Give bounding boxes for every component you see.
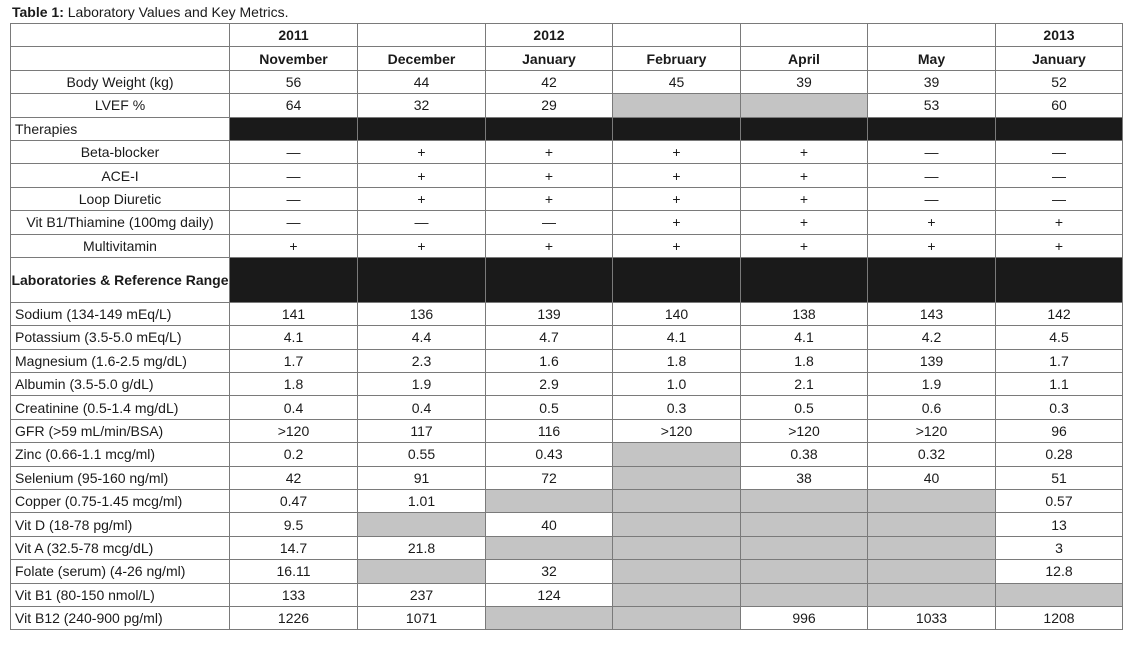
year-header-cell: 2012	[486, 24, 613, 47]
year-header-cell: 2013	[996, 24, 1123, 47]
value-cell: 1.6	[486, 349, 613, 372]
value-cell: 1.9	[358, 373, 486, 396]
value-cell: —	[868, 164, 996, 187]
value-cell: 12.8	[996, 560, 1123, 583]
row-label: LVEF %	[11, 94, 230, 117]
value-cell: +	[613, 211, 741, 234]
value-cell: +	[358, 187, 486, 210]
month-header-cell: May	[868, 47, 996, 70]
value-cell: —	[230, 211, 358, 234]
row-label: Beta-blocker	[11, 140, 230, 163]
missing-value-cell	[613, 466, 741, 489]
table-caption	[12, 3, 289, 21]
section-row	[11, 117, 1123, 140]
value-cell: 16.11	[230, 560, 358, 583]
value-cell: 91	[358, 466, 486, 489]
section-band-cell	[486, 117, 613, 140]
missing-value-cell	[486, 606, 613, 629]
section-band-cell	[230, 257, 358, 302]
table-row	[11, 234, 1123, 257]
table-row	[11, 349, 1123, 372]
value-cell: 52	[996, 70, 1123, 93]
section-label: Therapies	[11, 117, 230, 140]
value-cell: 42	[486, 70, 613, 93]
value-cell: +	[358, 234, 486, 257]
value-cell: +	[486, 187, 613, 210]
value-cell: 60	[996, 94, 1123, 117]
value-cell: 4.1	[613, 326, 741, 349]
value-cell: 13	[996, 513, 1123, 536]
missing-value-cell	[741, 94, 868, 117]
table-row	[11, 94, 1123, 117]
value-cell: 32	[358, 94, 486, 117]
missing-value-cell	[613, 513, 741, 536]
value-cell: 72	[486, 466, 613, 489]
value-cell: —	[996, 187, 1123, 210]
table-row	[11, 396, 1123, 419]
table-row	[11, 583, 1123, 606]
table-row	[11, 326, 1123, 349]
value-cell: 1.7	[996, 349, 1123, 372]
missing-value-cell	[868, 536, 996, 559]
value-cell: 0.55	[358, 443, 486, 466]
missing-value-cell	[741, 583, 868, 606]
table-row	[11, 443, 1123, 466]
value-cell: +	[741, 187, 868, 210]
missing-value-cell	[741, 560, 868, 583]
value-cell: 14.7	[230, 536, 358, 559]
row-label: Potassium (3.5-5.0 mEq/L)	[11, 326, 230, 349]
value-cell: 0.57	[996, 490, 1123, 513]
missing-value-cell	[996, 583, 1123, 606]
value-cell: 0.38	[741, 443, 868, 466]
missing-value-cell	[741, 490, 868, 513]
value-cell: +	[996, 234, 1123, 257]
section-band-cell	[868, 117, 996, 140]
value-cell: 1.8	[741, 349, 868, 372]
value-cell: 1071	[358, 606, 486, 629]
value-cell: 136	[358, 302, 486, 325]
value-cell: 0.32	[868, 443, 996, 466]
table-row	[11, 187, 1123, 210]
row-label: Vit A (32.5-78 mcg/dL)	[11, 536, 230, 559]
value-cell: 124	[486, 583, 613, 606]
value-cell: +	[486, 164, 613, 187]
value-cell: 53	[868, 94, 996, 117]
value-cell: 117	[358, 419, 486, 442]
corner-cell	[11, 47, 230, 70]
value-cell: 0.3	[996, 396, 1123, 419]
year-header-cell: 2011	[230, 24, 358, 47]
value-cell: 1.8	[613, 349, 741, 372]
missing-value-cell	[486, 490, 613, 513]
value-cell: —	[230, 140, 358, 163]
section-band-cell	[358, 257, 486, 302]
year-header-cell	[868, 24, 996, 47]
year-header-cell	[613, 24, 741, 47]
value-cell: +	[741, 140, 868, 163]
value-cell: 4.2	[868, 326, 996, 349]
value-cell: —	[868, 140, 996, 163]
value-cell: +	[868, 211, 996, 234]
value-cell: 1.9	[868, 373, 996, 396]
row-label: Folate (serum) (4-26 ng/ml)	[11, 560, 230, 583]
year-header-cell	[358, 24, 486, 47]
missing-value-cell	[741, 513, 868, 536]
value-cell: 4.1	[230, 326, 358, 349]
row-label: Selenium (95-160 ng/ml)	[11, 466, 230, 489]
table-row	[11, 513, 1123, 536]
value-cell: 39	[741, 70, 868, 93]
value-cell: —	[486, 211, 613, 234]
year-header-row	[11, 24, 1123, 47]
value-cell: 39	[868, 70, 996, 93]
value-cell: 996	[741, 606, 868, 629]
value-cell: 1.7	[230, 349, 358, 372]
value-cell: 56	[230, 70, 358, 93]
value-cell: 143	[868, 302, 996, 325]
value-cell: 4.7	[486, 326, 613, 349]
value-cell: —	[358, 211, 486, 234]
section-band-cell	[613, 257, 741, 302]
value-cell: >120	[868, 419, 996, 442]
value-cell: —	[996, 164, 1123, 187]
value-cell: 0.5	[486, 396, 613, 419]
value-cell: +	[613, 140, 741, 163]
missing-value-cell	[868, 490, 996, 513]
missing-value-cell	[741, 536, 868, 559]
value-cell: 42	[230, 466, 358, 489]
missing-value-cell	[613, 560, 741, 583]
corner-cell	[11, 24, 230, 47]
row-label: Loop Diuretic	[11, 187, 230, 210]
row-label: Vit D (18-78 pg/ml)	[11, 513, 230, 536]
value-cell: 1.1	[996, 373, 1123, 396]
section-band-cell	[486, 257, 613, 302]
row-label: Vit B1/Thiamine (100mg daily)	[11, 211, 230, 234]
missing-value-cell	[358, 560, 486, 583]
month-header-cell: April	[741, 47, 868, 70]
value-cell: +	[741, 164, 868, 187]
table-row	[11, 164, 1123, 187]
section-band-cell	[868, 257, 996, 302]
section-band-cell	[741, 257, 868, 302]
value-cell: 45	[613, 70, 741, 93]
value-cell: 0.4	[230, 396, 358, 419]
value-cell: 1.0	[613, 373, 741, 396]
value-cell: +	[996, 211, 1123, 234]
month-header-cell: November	[230, 47, 358, 70]
value-cell: —	[868, 187, 996, 210]
value-cell: 133	[230, 583, 358, 606]
row-label: Multivitamin	[11, 234, 230, 257]
value-cell: 1208	[996, 606, 1123, 629]
row-label: Zinc (0.66-1.1 mcg/ml)	[11, 443, 230, 466]
value-cell: 0.28	[996, 443, 1123, 466]
value-cell: 140	[613, 302, 741, 325]
row-label: Body Weight (kg)	[11, 70, 230, 93]
table-row	[11, 419, 1123, 442]
value-cell: 44	[358, 70, 486, 93]
value-cell: +	[486, 234, 613, 257]
month-header-cell: January	[996, 47, 1123, 70]
value-cell: 4.4	[358, 326, 486, 349]
value-cell: +	[613, 164, 741, 187]
section-band-cell	[358, 117, 486, 140]
value-cell: 1.01	[358, 490, 486, 513]
value-cell: +	[613, 187, 741, 210]
section-label: Laboratories & Reference Range	[11, 257, 230, 302]
laboratory-values-table	[10, 23, 1123, 630]
table-row	[11, 536, 1123, 559]
value-cell: 3	[996, 536, 1123, 559]
section-band-cell	[230, 117, 358, 140]
section-row	[11, 257, 1123, 302]
missing-value-cell	[613, 606, 741, 629]
missing-value-cell	[868, 583, 996, 606]
value-cell: +	[358, 164, 486, 187]
table-row	[11, 373, 1123, 396]
value-cell: 139	[486, 302, 613, 325]
value-cell: 0.43	[486, 443, 613, 466]
value-cell: 1033	[868, 606, 996, 629]
section-band-cell	[996, 117, 1123, 140]
table-row	[11, 466, 1123, 489]
value-cell: —	[230, 187, 358, 210]
month-header-cell: December	[358, 47, 486, 70]
year-header-cell	[741, 24, 868, 47]
value-cell: 29	[486, 94, 613, 117]
value-cell: 139	[868, 349, 996, 372]
value-cell: 4.5	[996, 326, 1123, 349]
row-label: Albumin (3.5-5.0 g/dL)	[11, 373, 230, 396]
value-cell: 64	[230, 94, 358, 117]
table-row	[11, 490, 1123, 513]
value-cell: +	[486, 140, 613, 163]
table-row	[11, 606, 1123, 629]
value-cell: 96	[996, 419, 1123, 442]
value-cell: 0.3	[613, 396, 741, 419]
value-cell: 2.3	[358, 349, 486, 372]
section-band-cell	[741, 117, 868, 140]
value-cell: >120	[613, 419, 741, 442]
value-cell: 0.4	[358, 396, 486, 419]
table-row	[11, 302, 1123, 325]
month-header-cell: February	[613, 47, 741, 70]
row-label: ACE-I	[11, 164, 230, 187]
value-cell: +	[358, 140, 486, 163]
missing-value-cell	[868, 513, 996, 536]
value-cell: >120	[230, 419, 358, 442]
value-cell: 142	[996, 302, 1123, 325]
value-cell: 0.5	[741, 396, 868, 419]
row-label: Magnesium (1.6-2.5 mg/dL)	[11, 349, 230, 372]
value-cell: +	[741, 211, 868, 234]
table-caption-text: Laboratory Values and Key Metrics.	[63, 4, 289, 20]
row-label: Copper (0.75-1.45 mcg/ml)	[11, 490, 230, 513]
value-cell: —	[996, 140, 1123, 163]
row-label: Vit B1 (80-150 nmol/L)	[11, 583, 230, 606]
month-header-cell: January	[486, 47, 613, 70]
value-cell: +	[613, 234, 741, 257]
value-cell: 40	[868, 466, 996, 489]
missing-value-cell	[613, 583, 741, 606]
value-cell: 51	[996, 466, 1123, 489]
row-label: GFR (>59 mL/min/BSA)	[11, 419, 230, 442]
table-row	[11, 140, 1123, 163]
value-cell: 116	[486, 419, 613, 442]
table-caption-label: Table 1:	[12, 4, 64, 20]
value-cell: 0.6	[868, 396, 996, 419]
value-cell: 237	[358, 583, 486, 606]
value-cell: 9.5	[230, 513, 358, 536]
missing-value-cell	[486, 536, 613, 559]
missing-value-cell	[868, 560, 996, 583]
value-cell: 141	[230, 302, 358, 325]
table-row	[11, 560, 1123, 583]
value-cell: 4.1	[741, 326, 868, 349]
value-cell: 2.1	[741, 373, 868, 396]
value-cell: —	[230, 164, 358, 187]
value-cell: 1.8	[230, 373, 358, 396]
value-cell: 2.9	[486, 373, 613, 396]
value-cell: 38	[741, 466, 868, 489]
value-cell: 40	[486, 513, 613, 536]
missing-value-cell	[613, 536, 741, 559]
value-cell: +	[868, 234, 996, 257]
value-cell: 0.2	[230, 443, 358, 466]
row-label: Vit B12 (240-900 pg/ml)	[11, 606, 230, 629]
value-cell: 138	[741, 302, 868, 325]
month-header-row	[11, 47, 1123, 70]
section-band-cell	[613, 117, 741, 140]
missing-value-cell	[613, 443, 741, 466]
value-cell: +	[741, 234, 868, 257]
table-row	[11, 211, 1123, 234]
value-cell: 0.47	[230, 490, 358, 513]
value-cell: 21.8	[358, 536, 486, 559]
missing-value-cell	[613, 490, 741, 513]
row-label: Sodium (134-149 mEq/L)	[11, 302, 230, 325]
row-label: Creatinine (0.5-1.4 mg/dL)	[11, 396, 230, 419]
table-row	[11, 70, 1123, 93]
value-cell: >120	[741, 419, 868, 442]
section-band-cell	[996, 257, 1123, 302]
value-cell: 32	[486, 560, 613, 583]
value-cell: 1226	[230, 606, 358, 629]
missing-value-cell	[613, 94, 741, 117]
missing-value-cell	[358, 513, 486, 536]
value-cell: +	[230, 234, 358, 257]
